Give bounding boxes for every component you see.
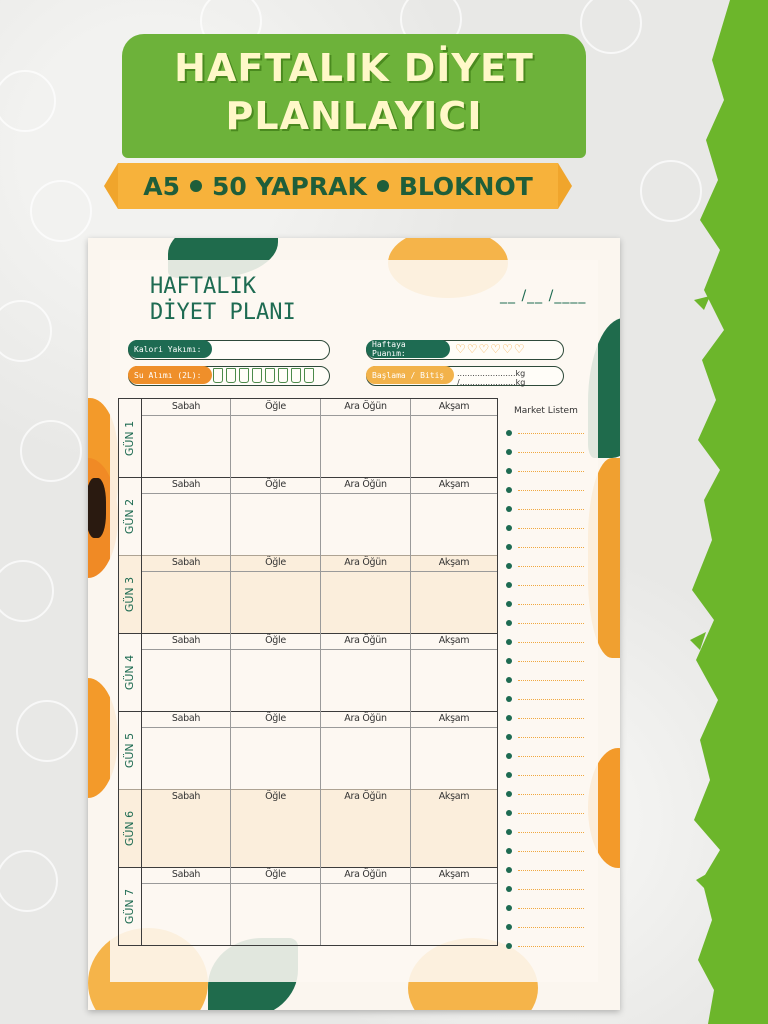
ribbon-type: BLOKNOT <box>398 171 533 201</box>
market-list-item[interactable] <box>506 639 584 645</box>
bullet-dot-icon <box>506 525 512 531</box>
bullet-dot-icon <box>506 753 512 759</box>
watermark-logo <box>30 180 92 242</box>
water-cup-icon[interactable] <box>252 368 262 383</box>
day-row <box>119 477 497 556</box>
watermark-logo <box>16 700 78 762</box>
meal-header: Öğle <box>231 477 320 494</box>
bullet-dot-icon <box>506 734 512 740</box>
bullet-dot-icon <box>506 639 512 645</box>
bullet-dot-icon <box>506 601 512 607</box>
dotted-line <box>518 775 584 776</box>
market-list-item[interactable] <box>506 829 584 835</box>
water-cup-icon[interactable] <box>213 368 223 383</box>
plan-title: HAFTALIK DİYET PLANI <box>150 274 296 325</box>
dotted-line <box>518 927 584 928</box>
meal-header: Öğle <box>231 867 320 884</box>
bullet-dot-icon <box>506 886 512 892</box>
day-label-text: GÜN 2 <box>123 498 137 534</box>
bullet-dot-icon <box>377 180 389 192</box>
bullet-dot-icon <box>506 905 512 911</box>
dotted-line <box>518 547 584 548</box>
bullet-dot-icon <box>506 810 512 816</box>
bullet-dot-icon <box>506 468 512 474</box>
meal-header: Akşam <box>411 867 497 884</box>
meal-cell[interactable] <box>321 711 411 789</box>
meal-cell[interactable] <box>142 633 231 711</box>
ribbon-tail-left <box>104 163 118 209</box>
day-label-text: GÜN 5 <box>123 732 137 768</box>
bullet-dot-icon <box>506 544 512 550</box>
meal-header: Sabah <box>142 555 230 572</box>
dotted-line <box>518 794 584 795</box>
bullet-dot-icon <box>190 180 202 192</box>
meal-cell[interactable] <box>411 633 497 711</box>
market-list-item[interactable] <box>506 582 584 588</box>
meal-cell[interactable] <box>231 789 321 867</box>
meal-cell[interactable] <box>411 399 497 477</box>
ribbon-pages: 50 YAPRAK <box>211 171 367 201</box>
day-row <box>119 633 497 712</box>
dotted-line <box>518 737 584 738</box>
meal-header: Sabah <box>142 867 230 884</box>
market-list-title: Market Listem <box>514 406 578 416</box>
meal-cell[interactable] <box>411 789 497 867</box>
bullet-dot-icon <box>506 848 512 854</box>
meal-header: Öğle <box>231 633 320 650</box>
market-list-item[interactable] <box>506 734 584 740</box>
dotted-line <box>518 680 584 681</box>
meal-cell[interactable] <box>142 399 231 477</box>
meal-cell[interactable] <box>321 399 411 477</box>
dotted-line <box>518 585 584 586</box>
meal-header: Ara Öğün <box>321 555 410 572</box>
meal-header: Öğle <box>265 791 286 802</box>
green-brush-strip <box>690 0 768 1024</box>
spec-ribbon <box>118 163 558 209</box>
bullet-dot-icon <box>506 582 512 588</box>
day-label-text: GÜN 7 <box>123 888 137 924</box>
meal-header: Sabah <box>142 399 230 416</box>
market-list-item[interactable] <box>506 525 584 531</box>
planner-content <box>110 260 598 982</box>
meal-cell[interactable] <box>411 555 497 633</box>
bullet-dot-icon <box>506 715 512 721</box>
market-list-item[interactable] <box>506 449 584 455</box>
meal-cell[interactable] <box>231 867 321 945</box>
weekly-meal-grid <box>118 398 498 946</box>
water-cup-icon[interactable] <box>278 368 288 383</box>
date-field[interactable]: __ /__ /____ <box>500 288 587 304</box>
papaya-seed-decoration <box>88 478 106 538</box>
water-cup-icon[interactable] <box>239 368 249 383</box>
water-cup-icon[interactable] <box>226 368 236 383</box>
day-row <box>119 789 497 868</box>
ribbon-size: A5 <box>143 171 180 201</box>
meal-cell[interactable] <box>231 477 321 555</box>
day-label <box>119 789 142 867</box>
day-row <box>119 399 497 478</box>
meal-header: Akşam <box>411 477 497 494</box>
day-label <box>119 555 142 633</box>
meal-cell[interactable] <box>321 555 411 633</box>
start-end-label: Başlama / Bitiş <box>366 366 454 384</box>
day-row <box>119 711 497 790</box>
market-list-item[interactable] <box>506 563 584 569</box>
bullet-dot-icon <box>506 449 512 455</box>
dotted-line <box>518 604 584 605</box>
meal-cell[interactable] <box>411 867 497 945</box>
market-list-item[interactable] <box>506 905 584 911</box>
dotted-line <box>518 889 584 890</box>
water-cup-icon[interactable] <box>304 368 314 383</box>
bullet-dot-icon <box>506 620 512 626</box>
market-list-item[interactable] <box>506 867 584 873</box>
bullet-dot-icon <box>506 506 512 512</box>
dotted-line <box>518 870 584 871</box>
day-label-text: GÜN 4 <box>123 654 137 690</box>
day-label <box>119 477 142 555</box>
market-list-item[interactable] <box>506 601 584 607</box>
dotted-line <box>518 756 584 757</box>
market-list-item[interactable] <box>506 468 584 474</box>
score-label: Haftaya Puanım: <box>366 340 450 358</box>
calorie-field[interactable] <box>128 340 330 360</box>
meal-header: Ara Öğün <box>321 711 410 728</box>
meal-cell[interactable] <box>321 867 411 945</box>
watermark-logo <box>20 420 82 482</box>
meal-header: Öğle <box>231 399 320 416</box>
meal-cell[interactable] <box>142 477 231 555</box>
dotted-line <box>518 946 584 947</box>
dotted-line <box>518 490 584 491</box>
dotted-line <box>518 832 584 833</box>
bullet-dot-icon <box>506 829 512 835</box>
day-label <box>119 633 142 711</box>
meal-header: Ara Öğün <box>321 633 410 650</box>
dotted-line <box>518 623 584 624</box>
meal-header: Akşam <box>438 791 470 802</box>
meal-cell[interactable] <box>321 477 411 555</box>
market-list-item[interactable] <box>506 791 584 797</box>
meal-cell[interactable] <box>231 399 321 477</box>
meal-header: Sabah <box>142 477 230 494</box>
day-row <box>119 867 497 945</box>
market-list-item[interactable] <box>506 620 584 626</box>
meal-cell[interactable] <box>231 711 321 789</box>
day-label-text: GÜN 6 <box>123 810 137 846</box>
bullet-dot-icon <box>506 563 512 569</box>
meal-header: Ara Öğün <box>321 867 410 884</box>
market-list-item[interactable] <box>506 810 584 816</box>
market-list-item[interactable] <box>506 658 584 664</box>
dotted-line <box>518 566 584 567</box>
start-end-field[interactable] <box>366 366 564 386</box>
day-row <box>119 555 497 634</box>
market-list-item[interactable] <box>506 677 584 683</box>
bullet-dot-icon <box>506 924 512 930</box>
meal-header: Öğle <box>231 711 320 728</box>
score-field[interactable] <box>366 340 564 360</box>
water-cups <box>213 368 314 383</box>
bullet-dot-icon <box>506 696 512 702</box>
water-field[interactable] <box>128 366 330 386</box>
meal-header: Ara Öğün <box>344 791 387 802</box>
market-list-item[interactable] <box>506 430 584 436</box>
bullet-dot-icon <box>506 487 512 493</box>
market-list-item[interactable] <box>506 924 584 930</box>
dotted-line <box>518 642 584 643</box>
meal-cell[interactable] <box>321 789 411 867</box>
meal-header: Akşam <box>411 555 497 572</box>
water-label: Su Alımı (2L): <box>128 366 212 384</box>
day-label-text: GÜN 3 <box>123 576 137 612</box>
dotted-line <box>518 813 584 814</box>
meal-cell[interactable] <box>231 555 321 633</box>
calorie-label: Kalori Yakımı: <box>128 340 212 358</box>
market-list-item[interactable] <box>506 544 584 550</box>
meal-header: Ara Öğün <box>321 399 410 416</box>
market-list-item[interactable] <box>506 487 584 493</box>
bullet-dot-icon <box>506 430 512 436</box>
market-list-item[interactable] <box>506 696 584 702</box>
meal-header: Ara Öğün <box>321 477 410 494</box>
meal-header: Akşam <box>411 711 497 728</box>
day-label-text: GÜN 1 <box>123 420 137 456</box>
meal-cell[interactable] <box>411 711 497 789</box>
dotted-line <box>518 718 584 719</box>
bullet-dot-icon <box>506 791 512 797</box>
market-list-item[interactable] <box>506 506 584 512</box>
start-end-value: .......................kg /......................kg <box>457 369 526 387</box>
day-label <box>119 867 142 945</box>
planner-sheet <box>88 238 620 1010</box>
banner-title: HAFTALIK DİYET PLANLAYICI <box>174 46 534 138</box>
meal-cell[interactable] <box>231 633 321 711</box>
market-list-item[interactable] <box>506 715 584 721</box>
day-label <box>119 711 142 789</box>
water-cup-icon[interactable] <box>265 368 275 383</box>
bullet-dot-icon <box>506 658 512 664</box>
market-list-item[interactable] <box>506 772 584 778</box>
market-list-item[interactable] <box>506 943 584 949</box>
meal-header: Öğle <box>231 555 320 572</box>
bullet-dot-icon <box>506 943 512 949</box>
title-banner <box>122 34 586 158</box>
meal-header: Sabah <box>171 791 201 802</box>
dotted-line <box>518 452 584 453</box>
dotted-line <box>518 661 584 662</box>
dotted-line <box>518 471 584 472</box>
market-list-item[interactable] <box>506 753 584 759</box>
meal-header: Sabah <box>142 711 230 728</box>
meal-cell[interactable] <box>142 711 231 789</box>
meal-cell[interactable] <box>142 555 231 633</box>
dotted-line <box>518 433 584 434</box>
dotted-line <box>518 699 584 700</box>
market-list-item[interactable] <box>506 848 584 854</box>
bullet-dot-icon <box>506 772 512 778</box>
bullet-dot-icon <box>506 677 512 683</box>
day-label <box>119 399 142 477</box>
dotted-line <box>518 851 584 852</box>
heart-rating-icons[interactable]: ♡♡♡♡♡♡ <box>455 342 526 356</box>
dotted-line <box>518 908 584 909</box>
meal-header: Sabah <box>142 633 230 650</box>
market-list-item[interactable] <box>506 886 584 892</box>
meal-cell[interactable] <box>411 477 497 555</box>
meal-cell[interactable] <box>321 633 411 711</box>
meal-cell[interactable] <box>142 789 231 867</box>
dotted-line <box>518 528 584 529</box>
bullet-dot-icon <box>506 867 512 873</box>
ribbon-tail-right <box>558 163 572 209</box>
meal-cell[interactable] <box>142 867 231 945</box>
meal-header: Akşam <box>411 399 497 416</box>
dotted-line <box>518 509 584 510</box>
meal-header: Akşam <box>411 633 497 650</box>
water-cup-icon[interactable] <box>291 368 301 383</box>
